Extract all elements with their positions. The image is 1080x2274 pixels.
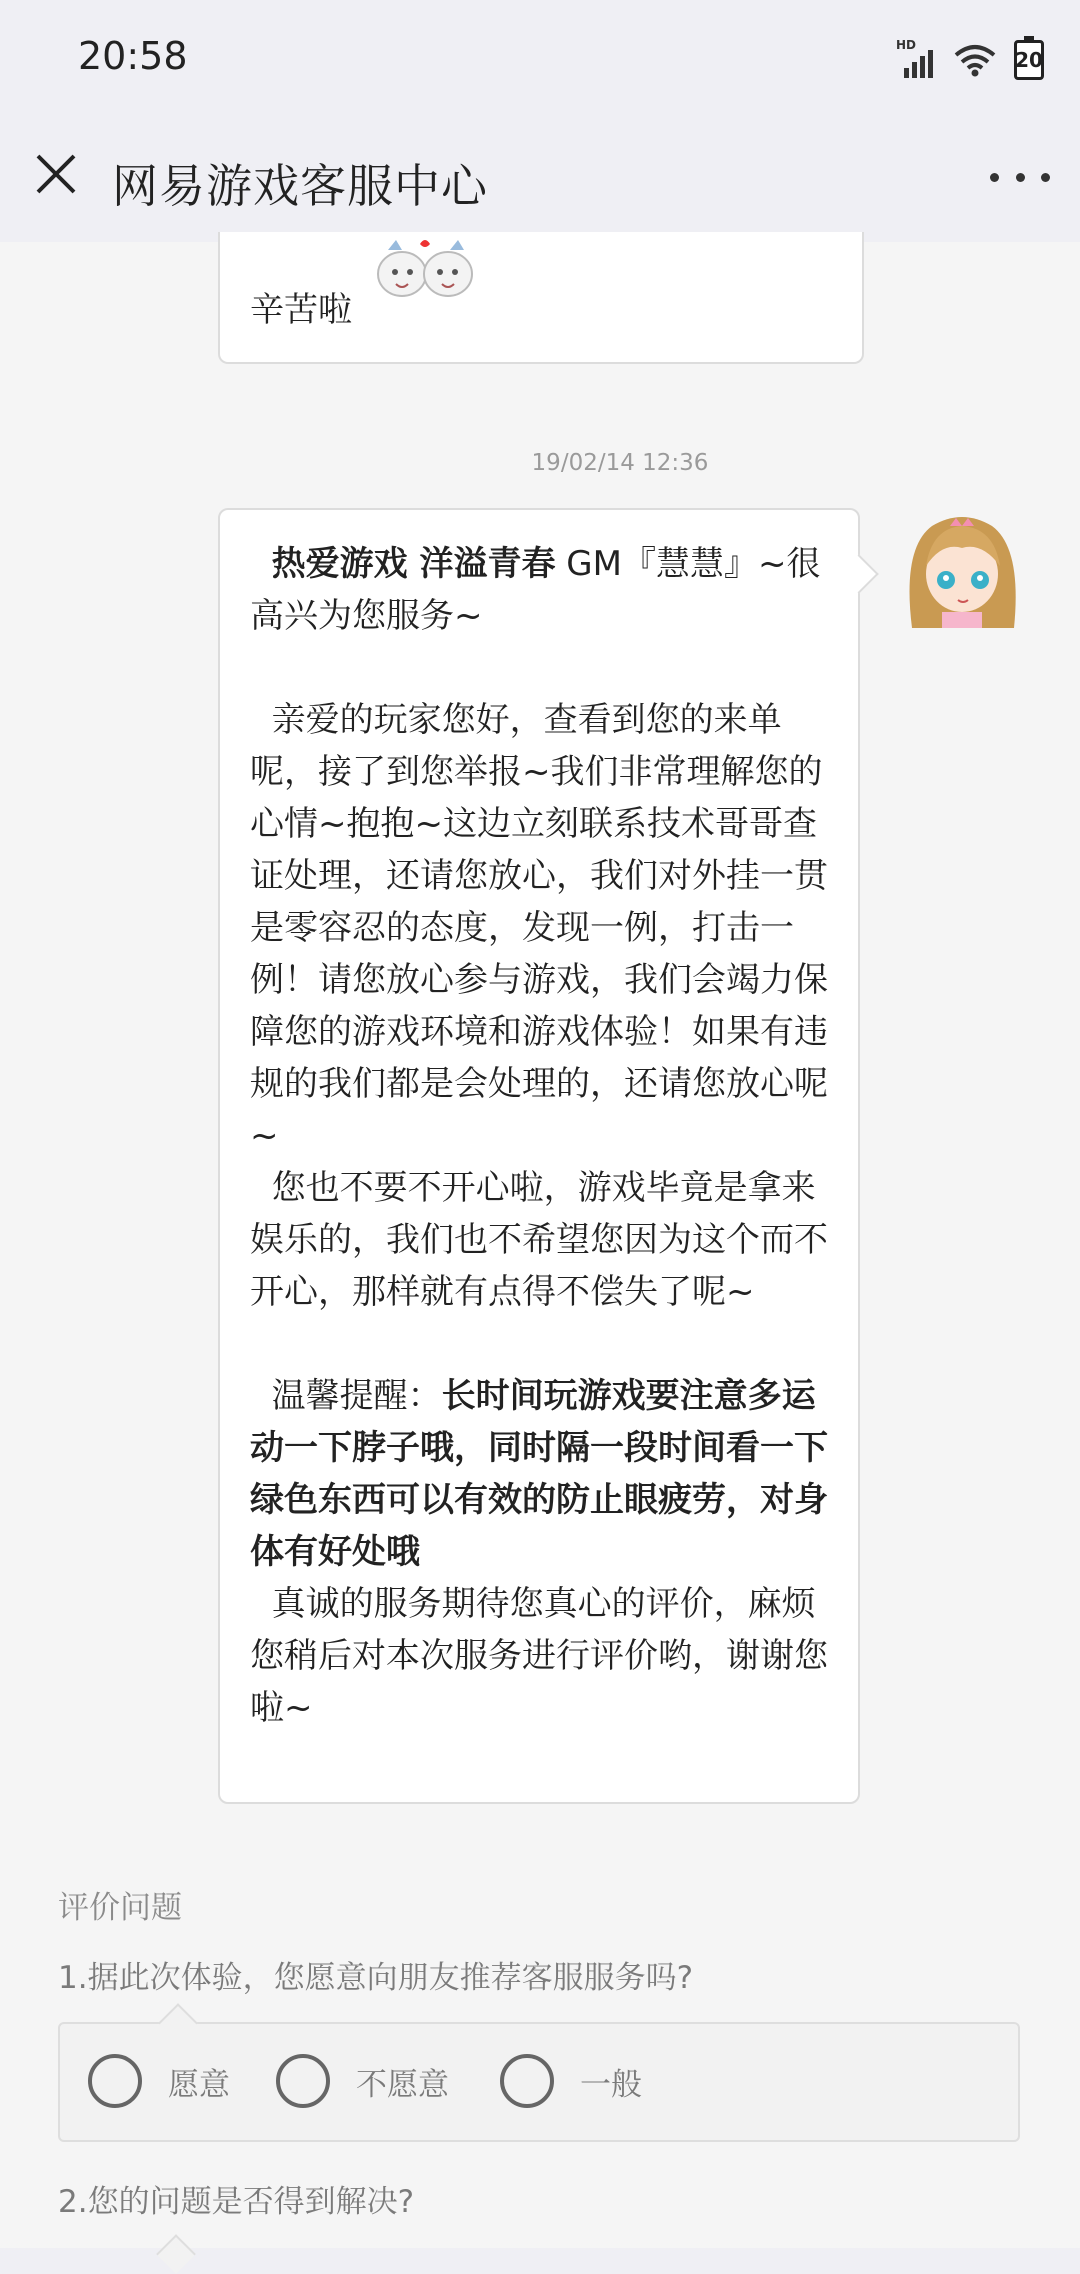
hd-label: HD (896, 38, 917, 52)
option-label: 不愿意 (356, 2066, 449, 2103)
option-unwilling[interactable] (276, 2054, 449, 2108)
option-neutral[interactable] (500, 2054, 642, 2108)
option-label: 愿意 (168, 2066, 230, 2103)
option-label: 一般 (580, 2066, 642, 2103)
question-2-label: 2.您的问题是否得到解决? (58, 2184, 415, 2220)
page-title: 网易游戏客服中心 (112, 159, 488, 213)
chat-content (0, 242, 1080, 2248)
message-paragraph-2: 您也不要不开心啦，游戏毕竟是拿来娱乐的，我们也不希望您因为这个而不开心，那样就有点得不偿失了呢~ (250, 1168, 828, 1312)
wifi-icon (954, 43, 996, 77)
reminder-label: 温馨提醒： (271, 1376, 442, 1416)
status-time: 20:58 (78, 34, 188, 78)
message-text (250, 538, 830, 1734)
message-paragraph-1: 亲爱的玩家您好，查看到您的来单呢，接了到您举报~我们非常理解您的心情~抱抱~这边立刻联系技术哥哥查证处理，还请您放心，我们对外挂一贯是零容忍的态度，发现一例，打击一例！请您放心参与游戏，我们会竭力保障您的游戏环境和游戏体验！如果有违规的我们都是会处理的，还请您放心呢~ (250, 700, 828, 1156)
option-willing[interactable] (88, 2054, 230, 2108)
radio-icon[interactable] (276, 2054, 330, 2108)
message-paragraph-3: 真诚的服务期待您真心的评价，麻烦您稍后对本次服务进行评价哟，谢谢您啦~ (250, 1584, 828, 1728)
reminder-text: 长时间玩游戏要注意多运动一下脖子哦，同时隔一段时间看一下绿色东西可以有效的防止眼疲劳，对身体有好处哦 (250, 1376, 828, 1572)
radio-icon[interactable] (500, 2054, 554, 2108)
sticker-emoji-icon (370, 232, 480, 304)
previous-message-bubble (218, 232, 864, 364)
message-greeting: GM『慧慧』~很高兴为您服务~ (250, 544, 821, 636)
message-timestamp: 19/02/14 12:36 (531, 450, 709, 476)
question-1-label: 1.据此次体验，您愿意向朋友推荐客服服务吗? (58, 1960, 694, 1996)
more-icon[interactable] (990, 162, 1050, 192)
nav-bar (0, 118, 1080, 242)
previous-message-text: 辛苦啦 (250, 290, 352, 330)
rating-section (58, 1882, 1022, 2220)
question-2-options-pointer (156, 2234, 196, 2274)
close-icon[interactable] (30, 148, 82, 200)
status-icons (896, 40, 1044, 80)
gm-avatar (902, 508, 1022, 628)
rating-title: 评价问题 (58, 1890, 182, 1926)
status-bar (0, 0, 1080, 118)
message-bubble (218, 508, 860, 1804)
battery-icon (1014, 40, 1044, 80)
question-1-options (58, 2022, 1020, 2142)
radio-icon[interactable] (88, 2054, 142, 2108)
battery-level: 20 (1015, 48, 1043, 72)
message-greeting-bold: 热爱游戏 洋溢青春 (271, 544, 556, 584)
hd-signal-icon (896, 38, 936, 78)
